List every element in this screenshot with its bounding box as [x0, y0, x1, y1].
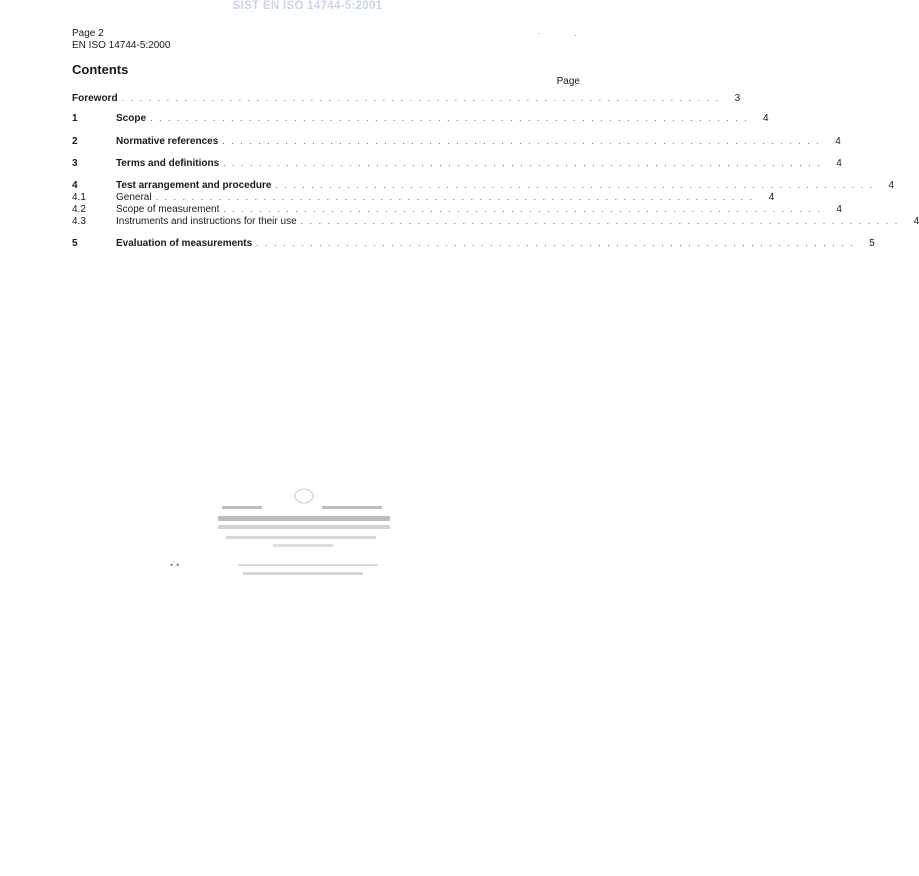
page-column-label: Page — [556, 76, 580, 87]
scan-artifact-icon: · — [574, 30, 577, 40]
toc-entry-instruments[interactable] — [72, 215, 919, 227]
toc-leader-dots: . . . . . . . . . . . . . . . . . . . . . . . . . . . . . . . . . . . . . . . . . . . . . . . . . . . . . . . . . . . . . . . . . . . — [256, 238, 855, 248]
toc-entry-page: 4 — [768, 192, 775, 203]
toc-entry-page: 3 — [734, 93, 741, 104]
toc-entry-number: 4.3 — [72, 216, 86, 227]
toc-entry-title: Scope — [116, 113, 150, 125]
toc-entry-number: 4 — [72, 180, 78, 191]
toc-entry-title: Scope of measurement — [116, 204, 223, 216]
standard-id: EN ISO 14744-5:2000 — [72, 40, 171, 51]
toc-entry-number: 4.2 — [72, 204, 86, 215]
toc-entry-page: 4 — [836, 158, 842, 169]
toc-entry-foreword[interactable] — [72, 92, 741, 104]
toc-entry-normative-references[interactable] — [72, 135, 841, 147]
toc-leader-dots: . . . . . . . . . . . . . . . . . . . . . . . . . . . . . . . . . . . . . . . . . . . . . . . . . . . . . . . . . . . . . . . . . . . — [222, 136, 821, 146]
contents-title: Contents — [72, 62, 129, 77]
scan-artifact-icon: · — [538, 28, 541, 38]
toc-leader-dots: . . . . . . . . . . . . . . . . . . . . . . . . . . . . . . . . . . . . . . . . . . . . . . . . . . . . . . . . . . . . . . . . . . . — [223, 204, 822, 214]
toc-entry-title: Terms and definitions — [116, 158, 223, 170]
toc-entry-number: 1 — [72, 113, 78, 124]
table-of-contents — [72, 90, 919, 249]
toc-leader-dots: . . . . . . . . . . . . . . . . . . . . . . . . . . . . . . . . . . . . . . . . . . . . . . . . . . . . . . . . . . . . . . . . . . . — [275, 180, 874, 190]
toc-entry-evaluation[interactable] — [72, 237, 875, 249]
toc-entry-page: 4 — [836, 204, 842, 215]
toc-entry-number: 4.1 — [72, 192, 86, 203]
library-stamp-icon — [218, 486, 393, 584]
toc-entry-page: 5 — [869, 238, 875, 249]
toc-entry-page: 4 — [888, 180, 894, 191]
toc-entry-title: Evaluation of measurements — [116, 238, 256, 250]
toc-entry-scope[interactable] — [72, 112, 769, 124]
page-number: Page 2 — [72, 28, 104, 39]
toc-entry-number: 2 — [72, 136, 78, 147]
toc-leader-dots: . . . . . . . . . . . . . . . . . . . . . . . . . . . . . . . . . . . . . . . . . . . . . . . . . . . . . . . . . . . . . . . . . . . — [300, 216, 900, 226]
toc-entry-scope-of-measurement[interactable] — [72, 203, 842, 215]
toc-entry-title: Instruments and instructions for their use — [116, 216, 301, 228]
toc-leader-dots: . . . . . . . . . . . . . . . . . . . . . . . . . . . . . . . . . . . . . . . . . . . . . . . . . . . . . . . . . . . . . . . . . . . — [223, 158, 822, 168]
toc-entry-terms-and-definitions[interactable] — [72, 157, 842, 169]
toc-leader-dots: . . . . . . . . . . . . . . . . . . . . . . . . . . . . . . . . . . . . . . . . . . . . . . . . . . . . . . . . . . . . . . . . . . . — [155, 192, 755, 202]
toc-entry-number: 3 — [72, 158, 78, 169]
scan-artifact-icon: •˙• — [170, 560, 180, 570]
page-header — [72, 28, 170, 52]
watermark-title: SIST EN ISO 14744-5:2001 — [232, 0, 383, 12]
toc-entry-number: 5 — [72, 238, 78, 249]
toc-entry-page: 4 — [835, 136, 841, 147]
toc-leader-dots: . . . . . . . . . . . . . . . . . . . . . . . . . . . . . . . . . . . . . . . . . . . . . . . . . . . . . . . . . . . . . . . . . . . — [150, 113, 749, 123]
toc-entry-title: Test arrangement and procedure — [116, 180, 275, 192]
toc-leader-dots: . . . . . . . . . . . . . . . . . . . . . . . . . . . . . . . . . . . . . . . . . . . . . . . . . . . . . . . . . . . . . . . . . . . — [121, 93, 721, 103]
toc-entry-general[interactable] — [72, 191, 775, 203]
toc-entry-test-arrangement[interactable] — [72, 179, 894, 191]
toc-entry-title: General — [116, 192, 156, 204]
toc-entry-page: 4 — [913, 216, 919, 227]
toc-entry-page: 4 — [763, 113, 769, 124]
toc-entry-title: Normative references — [116, 136, 222, 148]
toc-entry-title: Foreword — [72, 93, 122, 105]
